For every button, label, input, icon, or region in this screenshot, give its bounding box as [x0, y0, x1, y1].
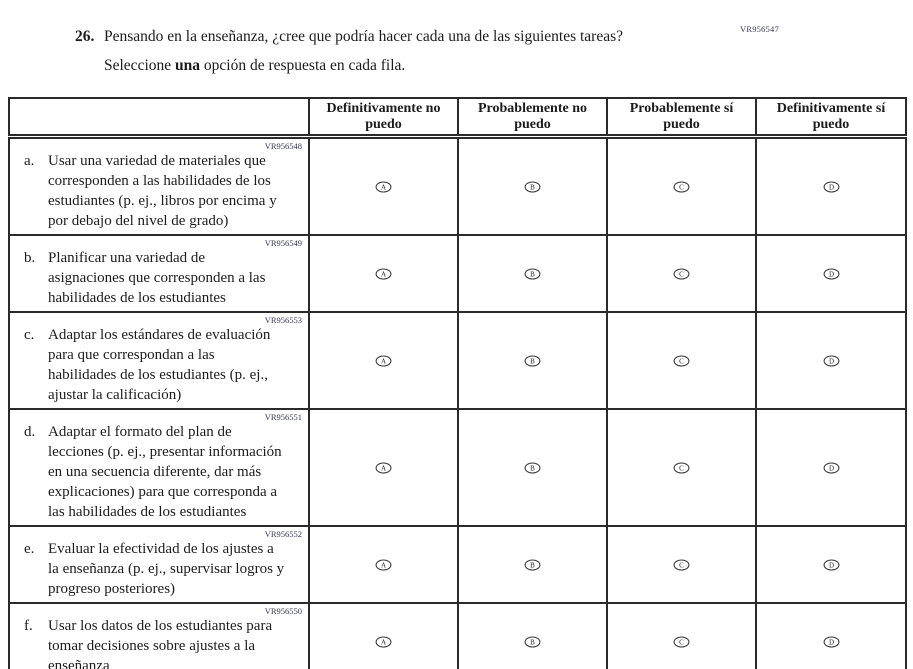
- option-bubble-d[interactable]: [823, 636, 840, 648]
- instruction-suffix: opción de respuesta en cada fila.: [200, 57, 406, 74]
- option-letter-a: A: [380, 464, 387, 473]
- task-text-line: Usar los datos de los estudiantes para: [48, 618, 273, 634]
- option-bubble-a[interactable]: [375, 181, 392, 193]
- task-text-line: habilidades de los estudiantes: [48, 290, 226, 306]
- option-letter-c: C: [679, 561, 684, 570]
- option-cell-c: [607, 526, 756, 603]
- task-cell: [9, 526, 309, 603]
- option-cell-c: [607, 137, 756, 236]
- task-row-a: [9, 137, 906, 236]
- row-vr-code: VR956552: [264, 529, 302, 539]
- task-text-line: Usar una variedad de materiales que: [48, 153, 266, 169]
- task-text-line: la enseñanza (p. ej., supervisar logros y: [48, 561, 285, 577]
- option-bubble-a[interactable]: [375, 268, 392, 280]
- task-text-line: en una secuencia diferente, dar más: [48, 464, 262, 480]
- task-text-line: enseñanza: [48, 658, 110, 669]
- question-line: [75, 27, 795, 47]
- option-bubble-d[interactable]: [823, 355, 840, 367]
- option-cell-b: [458, 409, 607, 526]
- row-letter: b.: [24, 250, 36, 266]
- option-bubble-b[interactable]: [524, 268, 541, 280]
- option-letter-b: B: [530, 357, 535, 366]
- option-bubble-b[interactable]: [524, 559, 541, 571]
- task-text-line: Planificar una variedad de: [48, 250, 206, 266]
- option-bubble-a[interactable]: [375, 636, 392, 648]
- task-row-e: [9, 526, 906, 603]
- option-bubble-d[interactable]: [823, 181, 840, 193]
- option-cell-b: [458, 603, 607, 669]
- option-bubble-d[interactable]: [823, 268, 840, 280]
- option-cell-b: [458, 235, 607, 312]
- option-cell-a: [309, 603, 458, 669]
- option-cell-d: [756, 409, 906, 526]
- option-bubble-c[interactable]: [673, 559, 690, 571]
- option-cell-d: [756, 312, 906, 409]
- header-col-probablemente-no: Probablemente no puedo: [458, 98, 607, 137]
- header-col-definitivamente-no: Definitivamente no puedo: [309, 98, 458, 137]
- option-cell-b: [458, 137, 607, 236]
- task-text-line: tomar decisiones sobre ajustes a la: [48, 638, 256, 654]
- header-row: [9, 98, 906, 137]
- option-cell-c: [607, 603, 756, 669]
- row-letter: f.: [24, 618, 33, 634]
- task-row-c: [9, 312, 906, 409]
- task-text-line: ajustar la calificación): [48, 387, 182, 403]
- task-text-line: Adaptar el formato del plan de: [48, 424, 232, 440]
- question-block: [75, 27, 795, 75]
- task-row-d: [9, 409, 906, 526]
- instruction-prefix: Seleccione: [104, 57, 176, 74]
- option-letter-b: B: [530, 561, 535, 570]
- task-cell: [9, 409, 309, 526]
- option-letter-d: D: [828, 464, 834, 473]
- option-letter-b: B: [530, 270, 535, 279]
- option-cell-c: [607, 235, 756, 312]
- option-cell-a: [309, 137, 458, 236]
- task-text-line: corresponden a las habilidades de los: [48, 173, 271, 189]
- row-vr-code: VR956549: [264, 238, 302, 248]
- header-col-definitivamente-si: Definitivamente sí puedo: [756, 98, 906, 137]
- option-cell-c: [607, 312, 756, 409]
- row-letter: e.: [24, 541, 35, 557]
- option-letter-c: C: [679, 357, 684, 366]
- task-text-line: explicaciones) para que corresponda a: [48, 484, 278, 500]
- option-letter-b: B: [530, 464, 535, 473]
- question-number: 26.: [75, 28, 95, 45]
- option-bubble-b[interactable]: [524, 181, 541, 193]
- option-bubble-b[interactable]: [524, 462, 541, 474]
- task-text: [24, 325, 304, 405]
- option-bubble-c[interactable]: [673, 181, 690, 193]
- option-bubble-d[interactable]: [823, 559, 840, 571]
- option-cell-a: [309, 235, 458, 312]
- matrix-body: [9, 137, 906, 669]
- task-text-line: Evaluar la efectividad de los ajustes a: [48, 541, 274, 557]
- option-bubble-c[interactable]: [673, 268, 690, 280]
- option-letter-a: A: [380, 270, 387, 279]
- response-matrix-table: [8, 97, 907, 669]
- option-cell-d: [756, 603, 906, 669]
- option-letter-a: A: [380, 561, 387, 570]
- option-letter-d: D: [828, 183, 834, 192]
- option-letter-c: C: [679, 464, 684, 473]
- task-text-line: asignaciones que corresponden a las: [48, 270, 266, 286]
- row-letter: a.: [24, 153, 35, 169]
- row-letter: d.: [24, 424, 36, 440]
- option-cell-a: [309, 312, 458, 409]
- task-text-line: para que correspondan a las: [48, 347, 215, 363]
- question-instruction: [104, 57, 795, 75]
- option-letter-b: B: [530, 183, 535, 192]
- option-letter-d: D: [828, 270, 834, 279]
- option-letter-d: D: [828, 357, 834, 366]
- task-row-f: [9, 603, 906, 669]
- task-cell: [9, 235, 309, 312]
- option-bubble-c[interactable]: [673, 636, 690, 648]
- option-bubble-a[interactable]: [375, 355, 392, 367]
- option-letter-c: C: [679, 183, 684, 192]
- task-text: [24, 248, 304, 308]
- row-vr-code: VR956553: [264, 315, 302, 325]
- option-bubble-c[interactable]: [673, 355, 690, 367]
- task-text-line: lecciones (p. ej., presentar información: [48, 444, 282, 460]
- row-vr-code: VR956551: [264, 412, 302, 422]
- option-bubble-b[interactable]: [524, 636, 541, 648]
- option-letter-b: B: [530, 638, 535, 647]
- option-cell-b: [458, 312, 607, 409]
- task-cell: [9, 312, 309, 409]
- task-cell: [9, 137, 309, 236]
- option-letter-d: D: [828, 638, 834, 647]
- option-bubble-a[interactable]: [375, 559, 392, 571]
- question-text: Pensando en la enseñanza, ¿cree que podría hacer cada una de las siguientes tareas?: [104, 28, 623, 45]
- instruction-emphasis: una: [175, 57, 201, 74]
- option-letter-d: D: [828, 561, 834, 570]
- task-text: [24, 539, 304, 599]
- task-text-line: estudiantes (p. ej., libros por encima y: [48, 193, 277, 209]
- page-vr-code: VR956547: [740, 24, 779, 34]
- option-letter-a: A: [380, 183, 387, 192]
- task-text-line: Adaptar los estándares de evaluación: [48, 327, 271, 343]
- row-letter: c.: [24, 327, 35, 343]
- task-text-line: habilidades de los estudiantes (p. ej.,: [48, 367, 268, 383]
- task-text-line: por debajo del nivel de grado): [48, 213, 229, 229]
- option-cell-d: [756, 137, 906, 236]
- row-vr-code: VR956548: [264, 141, 302, 151]
- option-cell-d: [756, 235, 906, 312]
- option-letter-c: C: [679, 270, 684, 279]
- task-text-line: las habilidades de los estudiantes: [48, 504, 247, 520]
- task-text: [24, 616, 304, 669]
- header-empty-cell: [9, 98, 309, 137]
- option-bubble-b[interactable]: [524, 355, 541, 367]
- option-bubble-d[interactable]: [823, 462, 840, 474]
- option-cell-c: [607, 409, 756, 526]
- option-letter-c: C: [679, 638, 684, 647]
- option-bubble-a[interactable]: [375, 462, 392, 474]
- task-text: [24, 151, 304, 231]
- task-row-b: [9, 235, 906, 312]
- row-vr-code: VR956550: [264, 606, 302, 616]
- option-cell-d: [756, 526, 906, 603]
- option-letter-a: A: [380, 638, 387, 647]
- task-cell: [9, 603, 309, 669]
- option-cell-b: [458, 526, 607, 603]
- option-bubble-c[interactable]: [673, 462, 690, 474]
- header-col-probablemente-si: Probablemente sí puedo: [607, 98, 756, 137]
- option-cell-a: [309, 409, 458, 526]
- task-text: [24, 422, 304, 522]
- option-cell-a: [309, 526, 458, 603]
- task-text-line: progreso posteriores): [48, 581, 176, 597]
- option-letter-a: A: [380, 357, 387, 366]
